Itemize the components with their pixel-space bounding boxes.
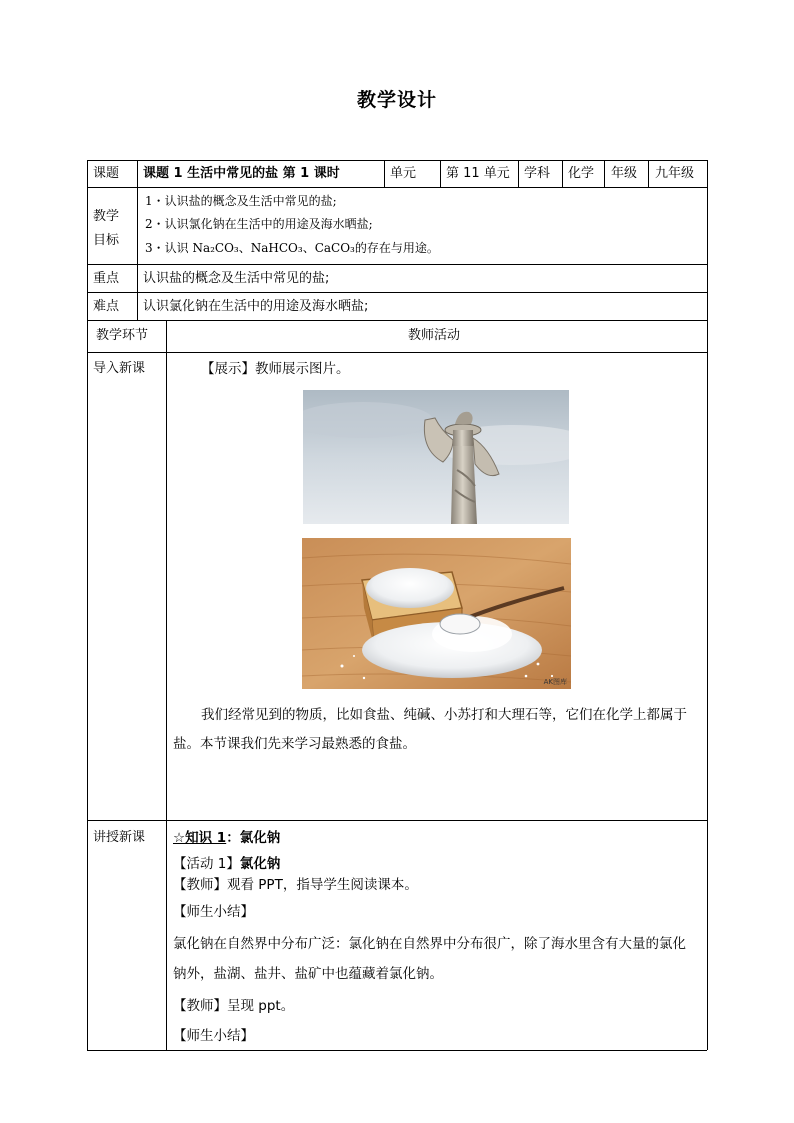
unit-value: 第 11 单元 [446,166,510,181]
topic-label: 课题 [93,166,120,181]
intro-paragraph-line2: 盐。本节课我们先来学习最熟悉的食盐。 [173,736,416,752]
subject-value: 化学 [568,166,595,181]
activity-title: 氯化钠 [239,856,281,872]
objective-item: 3・认识 Na₂CO₃、NaHCO₃、CaCO₃的存在与用途。 [145,241,439,255]
activity-label: 【活动 1】 [173,856,240,872]
summary-heading-1: 【师生小结】 [173,904,254,920]
show-images-line: 【展示】教师展示图片。 [201,361,350,377]
stage-header: 教学环节 [96,328,149,343]
knowledge-title: ☆知识 1 [173,830,227,846]
teacher-instruction-2: 【教师】呈现 ppt。 [173,998,295,1014]
teacher-instruction-1: 【教师】观看 PPT，指导学生阅读课本。 [173,877,418,893]
huabiao-column-photo [303,390,569,524]
activity-heading [173,854,280,874]
difficulty-label: 难点 [93,299,120,314]
grade-label: 年级 [611,166,638,181]
teacher-activity-header: 教师活动 [408,328,461,343]
unit-label: 单元 [390,166,417,181]
knowledge-title-rest: ：氯化钠 [226,830,281,846]
knowledge-heading [173,828,280,848]
summary-paragraph-line1: 氯化钠在自然界中分布广泛：氯化钠在自然界中分布很广，除了海水里含有大量的氯化 [173,936,686,952]
key-point-label: 重点 [93,271,120,286]
document-title: 教学设计 [356,89,437,111]
objective-item: 2・认识氯化钠在生活中的用途及海水晒盐; [145,217,373,231]
table-salt-photo [302,538,571,689]
topic-value: 课题 1 生活中常见的盐 第 1 课时 [143,166,340,181]
intro-paragraph-line1: 我们经常见到的物质，比如食盐、纯碱、小苏打和大理石等，它们在化学上都属于 [201,707,687,723]
summary-heading-2: 【师生小结】 [173,1028,254,1044]
intro-stage-label: 导入新课 [93,361,146,376]
objective-item: 1・认识盐的概念及生活中常见的盐; [145,194,337,208]
subject-label: 学科 [524,166,551,181]
grade-value: 九年级 [655,166,695,181]
difficulty-value: 认识氯化钠在生活中的用途及海水晒盐; [143,299,369,314]
key-point-value: 认识盐的概念及生活中常见的盐; [143,271,330,286]
summary-paragraph-line2: 钠外，盐湖、盐井、盐矿中也蕴藏着氯化钠。 [173,966,443,982]
lecture-stage-label: 讲授新课 [93,830,146,845]
watermark: AK图库 [543,678,567,686]
objectives-label-line2: 目标 [93,233,120,248]
objectives-label-line1: 教学 [93,209,120,224]
